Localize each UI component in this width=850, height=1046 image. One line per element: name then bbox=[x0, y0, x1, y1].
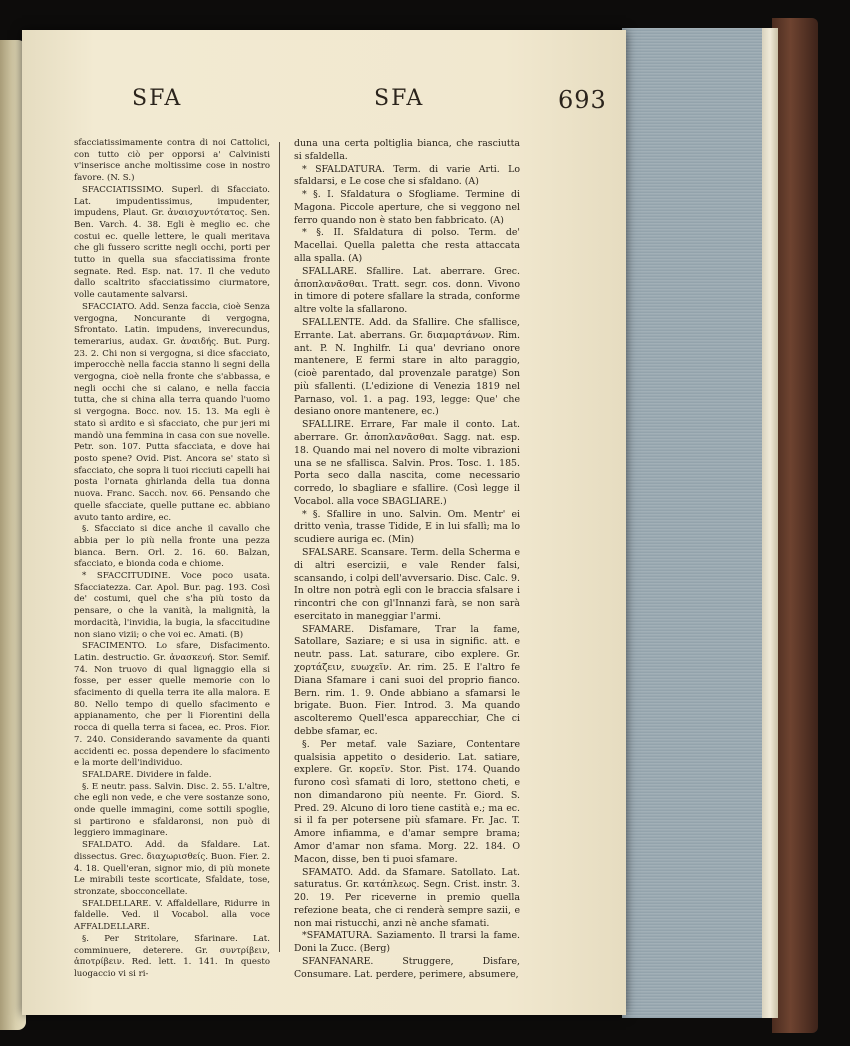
running-head-left: SFA bbox=[132, 86, 183, 111]
book-fore-edge-highlight bbox=[762, 28, 778, 1018]
entry-paragraph: * SFACCITUDINE. Voce poco usata. Sfacciatezza. Car. Apol. Bur. pag. 193. Così de' costumi, quel che s'ha più tosto da pensare, o che la vanità, la malignità, la mordacità, l'invidia, la bugia, la sfaccitudine non siano vizii; o che voi ec. Amati. (B) bbox=[74, 571, 270, 640]
entry-paragraph: SFACCIATISSIMO. Superl. di Sfacciato. Lat. impudentissimus, impudenter, impudens, Plaut. Gr. ἀναισχυντότατος. Sen. Ben. Varch. 4. 38. Egli è meglio ec. che costui ec. quelle lettere, le quali meritava che gli fussero scritte negli occhi, porti per tutto in quella sua sfacciatissima fronte segnate. Red. Esp. nat. 17. Il che veduto dallo scaltrito sfacciatissimo ciurmatore, volle cautamente salvarsi. bbox=[74, 184, 270, 301]
left-column bbox=[74, 138, 270, 981]
book-fore-edge bbox=[622, 28, 772, 1018]
entry-paragraph: SFALDELLARE. V. Affaldellare, Ridurre in faldelle. Ved. il Vocabol. alla voce AFFALDELLARE. bbox=[74, 898, 270, 933]
entry-paragraph: SFALLENTE. Add. da Sfallire. Che sfallisce, Errante. Lat. aberrans. Gr. διαμαρτάνων. Rim. ant. P. N. Inghilfr. Li qua' devriano onore mantenere, E fermi stare in alto paraggio, (cioè parentado, dal provenzale paratge) Son più sfallenti. (L'edizione di Venezia 1819 nel Parnaso, vol. 1. a pag. 193, legge: Que' che desiano onore mantenere, ec.) bbox=[294, 316, 520, 418]
entry-paragraph: * §. Sfallire in uno. Salvin. Om. Mentr' ei dritto venìa, trasse Tidide, E in lui sfallì; ma lo scudiere auriga ec. (Min) bbox=[294, 508, 520, 546]
entry-paragraph: SFALSARE. Scansare. Term. della Scherma e di altri esercizii, e vale Render falsi, scansando, i colpi dell'avversario. Disc. Calc. 9. In oltre non potrà egli con le braccia sfalsare i rincontri che con gl'Innanzi farà, se non sarà esercitato in maneggiar l'armi. bbox=[294, 547, 520, 622]
entry-paragraph: * §. I. Sfaldatura o Sfogliame. Termine di Magona. Piccole aperture, che si veggono nel ferro quando non è stato ben fabbricato. (A) bbox=[294, 189, 520, 226]
entry-paragraph: SFALLIRE. Errare, Far male il conto. Lat. aberrare. Gr. ἀποπλανᾶσθαι. Sagg. nat. esp. 18. Quando mai nel novero di molte vibrazioni una se ne sfallisca. Salvin. Pros. Tosc. 1. 185. Porta seco dalla nascita, come necessario corredo, lo sbagliare e sfallire. (Così legge il Vocabol. alla voce SBAGLIARE.) bbox=[294, 419, 520, 507]
entry-paragraph: sfacciatissimamente contra di noi Cattolici, con tutto ciò per opporsi a' Calvinisti v'inserisce anche moltissime cose in nostro favore. (N. S.) bbox=[74, 138, 270, 184]
entry-paragraph: duna una certa poltiglia bianca, che rasciutta si sfaldella. bbox=[294, 138, 520, 162]
right-column bbox=[294, 138, 520, 982]
entry-paragraph: SFACIMENTO. Lo sfare, Disfacimento. Latin. destructio. Gr. ἀνασκευή. Stor. Semif. 74. Non truovo di qual lignaggio ella si fosse, per esser quelle memorie con lo sfacimento di quella terra ite alla malora. E 80. Nello tempo di quello sfacimento e appianamento, che per li Fiorentini della rocca di quella terra si facea, ec. Pros. Fior. 7. 240. Considerando savamente da quanti accidenti ec. possa dependere lo sfacimento e la morte dell'individuo. bbox=[74, 641, 270, 769]
entry-paragraph: §. Per Stritolare, Sfarinare. Lat. comminuere, deterere. Gr. συντρίβειν, ἀποτρίβειν. Red. lett. 1. 141. In questo luogaccio vi si ri- bbox=[74, 933, 270, 979]
book-cover-spine bbox=[772, 18, 818, 1033]
entry-paragraph: * §. II. Sfaldatura di polso. Term. de' Macellai. Quella paletta che resta attaccata alla spalla. (A) bbox=[294, 227, 520, 265]
entry-paragraph: *SFAMATURA. Saziamento. Il trarsi la fame. Doni la Zucc. (Berg) bbox=[294, 930, 520, 955]
entry-paragraph: §. E neutr. pass. Salvin. Disc. 2. 55. L'altre, che egli non vede, e che vere sostanze sono, onde quelle immagini, come sottili spoglie, si partirono e sfaldaronsi, non può di leggiero immaginare. bbox=[74, 781, 270, 839]
entry-paragraph: SFALDARE. Dividere in falde. bbox=[82, 769, 212, 780]
page-number: 693 bbox=[558, 86, 607, 114]
entry-paragraph: SFAMARE. Disfamare, Trar la fame, Satollare, Saziare; e si usa in signific. att. e neutr. pass. Lat. saturare, cibo explere. Gr. χορτάζειν, ευωχεῖν. Ar. rim. 25. E l'altro fe Diana Sfamare i cani suoi del proprio fianco. Bern. rim. 1. 9. Onde abbiano a sfamarsi le brigate. Buon. Fier. Introd. 3. Ma quando ascolteremo Quell'esca apparecchiar, Che ci debbe sfamar, ec. bbox=[294, 623, 520, 737]
entry-paragraph: SFACCIATO. Add. Senza faccia, cioè Senza vergogna, Noncurante di vergogna, Sfrontato. Latin. impudens, inverecundus, temerarius, audax. Gr. ἀναιδής. But. Purg. 23. 2. Chi non si vergogna, si dice sfacciato, imperocchè nella faccia stanno li segni della vergogna, cioè nella fronte che s'abbassa, e negli occhi che si calano, e nella faccia tutta, che si china alla terra quando l'uomo si vergogna. Bocc. nov. 15. 13. Ma egli è stato sì ardito e sì sfacciato, che pur jeri mi mandò una femmina in casa con sue novelle. Petr. son. 107. Putta sfacciata, e dove hai posto spene? Ovid. Pist. Ancora se' stato sì sfacciato, che sopra li tuoi ricciuti capelli hai posta l'ornata ghirlanda della tua donna nuova. Franc. Sacch. nov. 66. Pensando che quelle sfacciate, quelle puttane ec. abbiano avuto tanto ardire, ec. bbox=[74, 301, 270, 523]
entry-paragraph: * SFALDATURA. Term. di varie Arti. Lo sfaldarsi, e Le cose che si sfaldano. (A) bbox=[294, 163, 520, 188]
entry-paragraph: SFALDATO. Add. da Sfaldare. Lat. dissectus. Grec. διαχωρισθείς. Buon. Fier. 2. 4. 18. Quell'eran, signor mio, di più monete Le mirabili teste scorticate, Sfaldate, tose, stronzate, sbocconcellate. bbox=[74, 840, 270, 897]
column-divider bbox=[279, 142, 280, 952]
entry-paragraph: §. Sfacciato si dice anche il cavallo che abbia per lo più nella fronte una pezza bianca. Bern. Orl. 2. 16. 60. Balzan, sfacciato, e bionda coda e chiome. bbox=[74, 524, 270, 570]
entry-paragraph: §. Per metaf. vale Saziare, Contentare qualsisia appetito o desiderio. Lat. satiare, explere. Gr. κορεῖν. Stor. Pist. 174. Quando furono così sfamati di loro, stettono cheti, e non dimandarono più neente. Fr. Giord. S. Pred. 29. Alcuno di loro tiene castità e.; ma ec. si il fa per potersene più sfamare. Fr. Jac. T. Amore infiamma, e d'amar sempre brama; Amor d'amar non sfama. Morg. 22. 184. O Macon, disse, ben ti puoi sfamare. bbox=[294, 738, 520, 865]
running-head-center: SFA bbox=[374, 86, 425, 111]
entry-paragraph: SFALLARE. Sfallire. Lat. aberrare. Grec. ἀποπλανᾶσθαι. Tratt. segr. cos. donn. Vivono in timore di potere sfallare la strada, conforme altre volte la sfallarono. bbox=[294, 265, 520, 316]
entry-paragraph: SFAMATO. Add. da Sfamare. Satollato. Lat. saturatus. Gr. κατάπλεως. Segn. Crist. instr. 3. 20. 19. Per riceverne in premio quella refezione beata, che ci renderà sempre sazii, e non mai ristucchi, anzi nè anche sfamati. bbox=[294, 866, 520, 929]
dictionary-page bbox=[22, 30, 626, 1015]
entry-paragraph: SFANFANARE. Struggere, Disfare, Consumare. Lat. perdere, perimere, absumere, bbox=[294, 956, 520, 980]
